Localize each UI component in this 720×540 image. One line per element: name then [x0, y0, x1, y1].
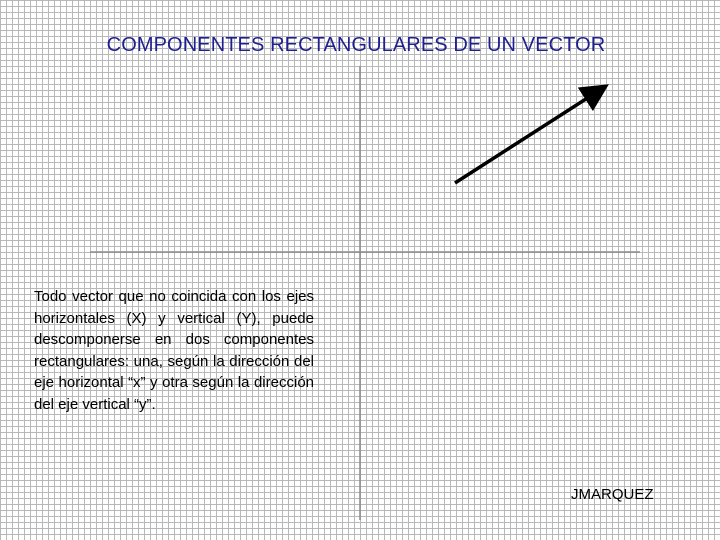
- description-text: Todo vector que no coincida con los ejes horizontales (X) y vertical (Y), puede descomponerse en dos componentes rectangulares: una, según la dirección del eje horizontal “x” y otra según la dirección del eje vertical “y”.: [34, 288, 314, 413]
- vector-arrow: [455, 88, 603, 183]
- slide-title: COMPONENTES RECTANGULARES DE UN VECTOR: [106, 34, 606, 56]
- author-label: JMARQUEZ: [571, 486, 654, 503]
